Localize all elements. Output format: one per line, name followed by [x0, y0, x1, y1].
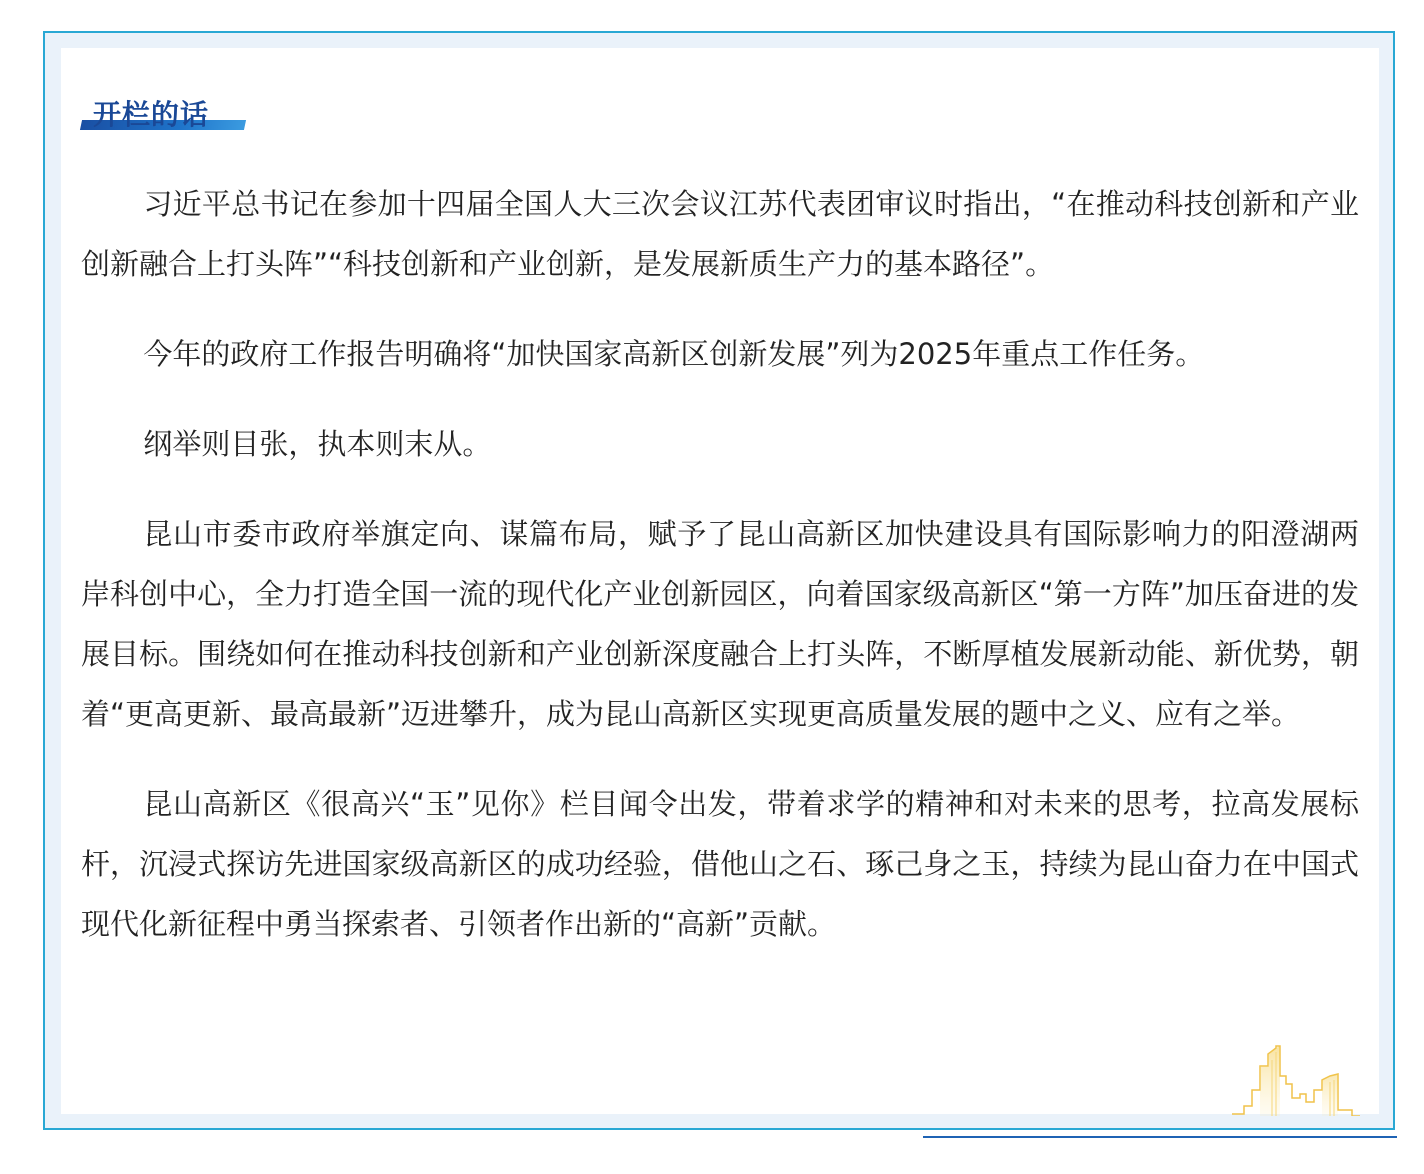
paragraph: 昆山市委市政府举旗定向、谋篇布局，赋予了昆山高新区加快建设具有国际影响力的阳澄湖两岸科创中心，全力打造全国一流的现代化产业创新园区，向着国家级高新区“第一方阵”加压奋进的发展目标。围绕如何在推动科技创新和产业创新深度融合上打头阵，不断厚植发展新动能、新优势，朝着“更高更新、最高最新”迈进攀升，成为昆山高新区实现更高质量发展的题中之义、应有之举。 — [81, 517, 1359, 731]
section-heading — [81, 96, 251, 140]
bottom-accent-line — [923, 1136, 1397, 1138]
paragraph: 纲举则目张，执本则末从。 — [143, 427, 492, 461]
article-body — [81, 174, 1359, 984]
paragraph: 习近平总书记在参加十四届全国人大三次会议江苏代表团审议时指出，“在推动科技创新和产业创新融合上打头阵”“科技创新和产业创新，是发展新质生产力的基本路径”。 — [81, 187, 1359, 281]
paragraph: 昆山高新区《很高兴“玉”见你》栏目闻令出发，带着求学的精神和对未来的思考，拉高发展标杆，沉浸式探访先进国家级高新区的成功经验，借他山之石、琢己身之玉，持续为昆山奋力在中国式现代化新征程中勇当探索者、引领者作出新的“高新”贡献。 — [81, 787, 1359, 941]
section-title: 开栏的话 — [93, 98, 210, 131]
city-skyline-icon — [1230, 1040, 1362, 1116]
paragraph: 今年的政府工作报告明确将“加快国家高新区创新发展”列为2025年重点工作任务。 — [143, 337, 1205, 371]
